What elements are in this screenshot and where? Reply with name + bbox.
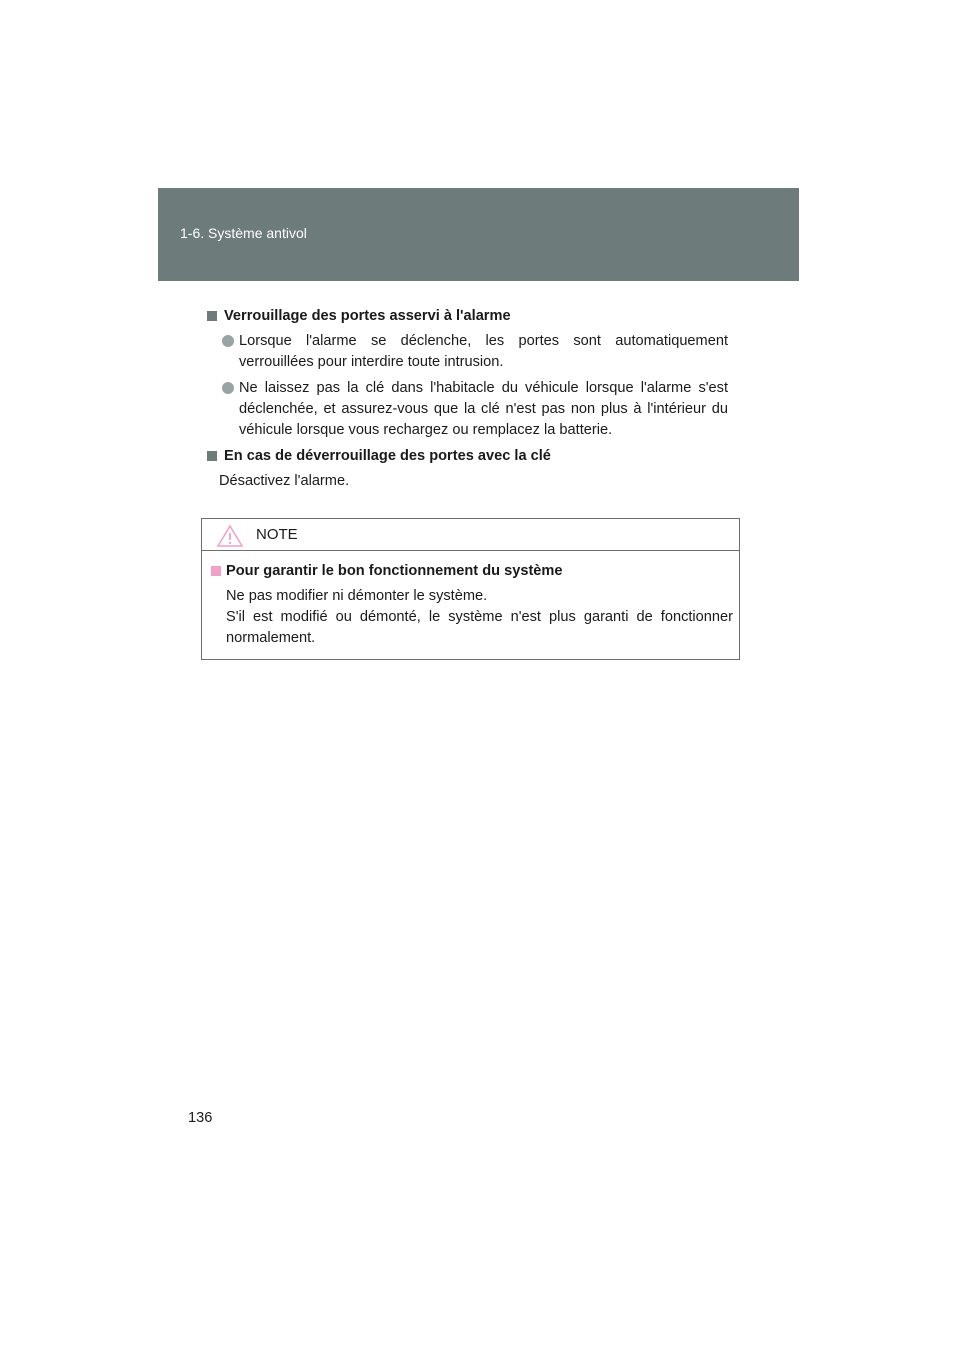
circle-bullet-icon: [222, 382, 234, 394]
square-bullet-icon: [207, 451, 217, 461]
section-title: 1-6. Système antivol: [180, 225, 307, 241]
section-heading-text: En cas de déverrouillage des portes avec la clé: [224, 448, 551, 464]
section-heading-unlock: [202, 446, 728, 467]
square-bullet-icon: [211, 566, 221, 576]
note-header: [202, 519, 739, 551]
note-heading-text: Pour garantir le bon fonctionnement du système: [226, 563, 563, 579]
page-number: 136: [188, 1110, 213, 1126]
section-heading-lock: [202, 306, 728, 327]
main-content: [202, 306, 728, 492]
note-text-line: Ne pas modifier ni démonter le système.: [226, 588, 488, 604]
warning-triangle-icon: [216, 524, 244, 553]
square-bullet-icon: [207, 311, 217, 321]
circle-bullet-icon: [222, 335, 234, 347]
note-label: NOTE: [256, 526, 298, 543]
bullet-text: Ne laissez pas la clé dans l'habitacle du véhicule lorsque l'alarme s'est déclenchée, et assurez-vous que la clé n'est pas non plus à l'intérieur du véhicule lorsque vous rechargez ou remplacez la batterie.: [239, 380, 728, 438]
bullet-text: Lorsque l'alarme se déclenche, les portes sont automatiquement verrouillées pour interdire toute intrusion.: [239, 333, 728, 370]
section-body-text: Désactivez l'alarme.: [219, 473, 350, 489]
note-body: [202, 551, 739, 649]
section-header-band: [158, 188, 799, 281]
bullet-item: [222, 331, 728, 373]
section-heading-text: Verrouillage des portes asservi à l'alarme: [224, 308, 511, 324]
bullet-item: [222, 378, 728, 441]
note-heading: [211, 561, 733, 582]
note-text-line: S'il est modifié ou démonté, le système n'est plus garanti de fonctionner normalement.: [226, 609, 733, 646]
note-box: [201, 518, 740, 660]
